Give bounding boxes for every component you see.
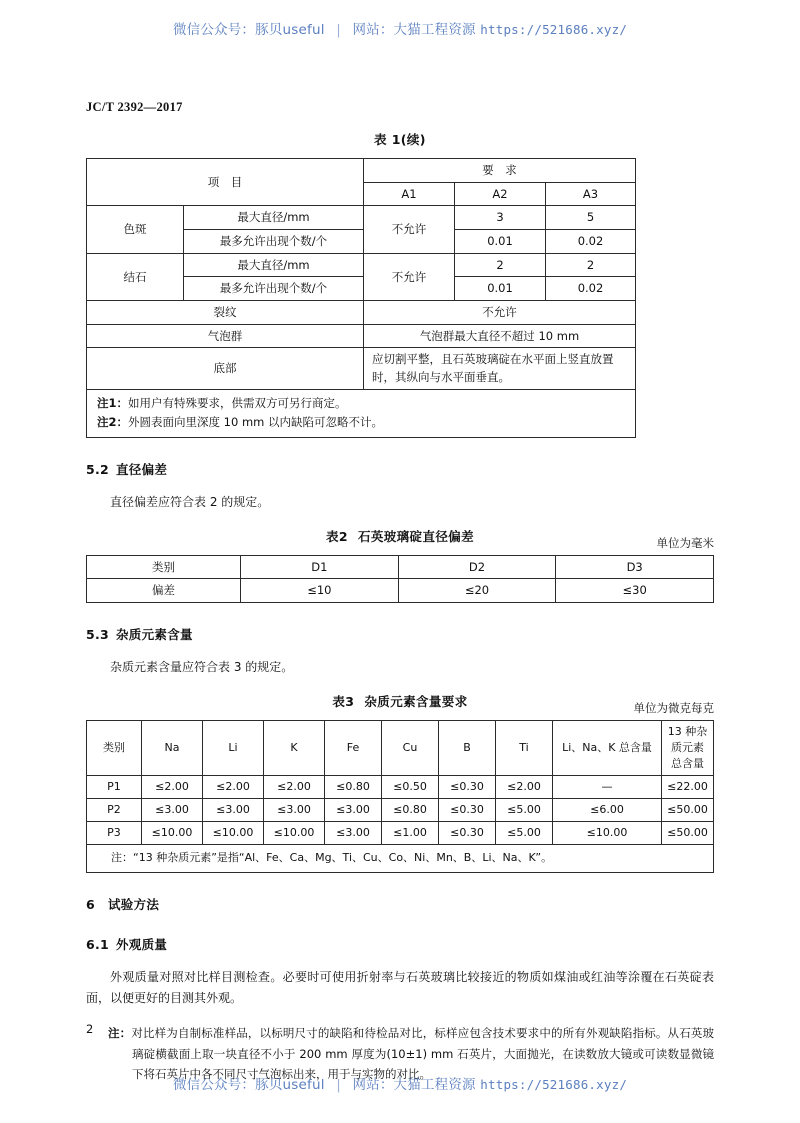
table1-note1-label: 注1：	[97, 395, 129, 410]
table1-group-seban: 色斑	[87, 206, 184, 253]
table1-item-liewen: 裂纹	[87, 301, 364, 325]
table3-title	[86, 692, 714, 710]
table3-p3-fe: ≤3.00	[325, 821, 382, 844]
watermark-top	[0, 18, 800, 38]
table2-title-number: 表2	[325, 528, 348, 544]
section-number-6: 6	[86, 896, 95, 912]
table3-p3-b: ≤0.30	[439, 821, 496, 844]
table3-col-k: K	[264, 721, 325, 776]
table3-p2-k: ≤3.00	[264, 798, 325, 821]
table1-notes	[87, 389, 636, 437]
table-row	[87, 775, 714, 798]
section-number-5-3: 5.3	[86, 627, 110, 643]
table1-sebana3-count: 0.02	[546, 230, 636, 254]
table1-note1	[97, 394, 627, 413]
table3-p3-linak: ≤10.00	[553, 821, 662, 844]
watermark-wechat: 微信公众号：豚贝useful	[172, 1077, 325, 1093]
table1-header-a3: A3	[546, 182, 636, 206]
table3-p2-linak: ≤6.00	[553, 798, 662, 821]
table1-sub-maxcount: 最多允许出现个数/个	[184, 277, 364, 301]
paragraph-5-2: 直径偏差应符合表 2 的规定。	[110, 494, 270, 509]
table-row	[87, 324, 636, 348]
table2-title	[86, 527, 714, 545]
table1-jieshia3-count: 0.02	[546, 277, 636, 301]
table-row	[87, 721, 714, 776]
table1-jieshia2-count: 0.01	[455, 277, 546, 301]
table1-sebana1: 不允许	[364, 206, 455, 253]
table3-col-cu: Cu	[382, 721, 439, 776]
section-title-6-1: 外观质量	[116, 936, 168, 952]
table2-value-d1: ≤10	[241, 579, 399, 603]
table3-p2-na: ≤3.00	[142, 798, 203, 821]
table-row	[87, 555, 714, 579]
table3-p3-k: ≤10.00	[264, 821, 325, 844]
section-title-5-2: 直径偏差	[116, 461, 168, 477]
table3-p1-k: ≤2.00	[264, 775, 325, 798]
table3-note: 注：“13 种杂质元素”是指“Al、Fe、Ca、Mg、Ti、Cu、Co、Ni、Mn、B、Li、Na、K”。	[87, 844, 714, 872]
table-row	[87, 206, 636, 230]
table3-p1-cu: ≤0.50	[382, 775, 439, 798]
watermark-site: 网站：大猫工程资源	[352, 22, 476, 38]
table-row	[87, 159, 636, 183]
table1-header-a2: A2	[455, 182, 546, 206]
section-heading-6	[86, 895, 714, 913]
watermark-site: 网站：大猫工程资源	[352, 1077, 476, 1093]
table1-sebana3-maxdia: 5	[546, 206, 636, 230]
table1-note2	[97, 413, 627, 432]
section-heading-5-3	[86, 625, 714, 643]
table3-p1-ti: ≤2.00	[496, 775, 553, 798]
table3-col-ti: Ti	[496, 721, 553, 776]
table-row	[87, 821, 714, 844]
table3-p2-total13: ≤50.00	[662, 798, 714, 821]
table1-header-a1: A1	[364, 182, 455, 206]
paragraph-5-3: 杂质元素含量应符合表 3 的规定。	[110, 660, 294, 675]
table1-note2-label: 注2：	[97, 414, 129, 429]
note-6-1-label: 注：	[108, 1025, 132, 1040]
table3-p1-total13: ≤22.00	[662, 775, 714, 798]
table1-sebana2-count: 0.01	[455, 230, 546, 254]
table3-p3-na: ≤10.00	[142, 821, 203, 844]
table-row	[87, 348, 636, 390]
table1-sub-maxdia: 最大直径/mm	[184, 253, 364, 277]
document-content	[86, 130, 714, 1085]
table1-jieshia2-maxdia: 2	[455, 253, 546, 277]
table3-p3-category: P3	[87, 821, 142, 844]
table3-p2-cu: ≤0.80	[382, 798, 439, 821]
table2-header-d1: D1	[241, 555, 399, 579]
table2-header-d3: D3	[556, 555, 714, 579]
paragraph-6-1: 外观质量对照对比样目测检查。必要时可使用折射率与石英玻璃比较接近的物质如煤油或红油等涂覆在石英碇表面，以便更好的目测其外观。	[86, 969, 714, 1005]
table3-col-b: B	[439, 721, 496, 776]
table3-col-category: 类别	[87, 721, 142, 776]
table3-p3-li: ≤10.00	[203, 821, 264, 844]
watermark-separator: |	[336, 1077, 341, 1093]
section-title-5-3: 杂质元素含量	[116, 627, 193, 643]
table3-p2-fe: ≤3.00	[325, 798, 382, 821]
table3-p2-ti: ≤5.00	[496, 798, 553, 821]
watermark-separator: |	[336, 22, 341, 38]
table1-item-dibu: 底部	[87, 348, 364, 390]
table1-group-jieshi: 结石	[87, 253, 184, 300]
table1-sub-maxcount: 最多允许出现个数/个	[184, 230, 364, 254]
section-number-6-1: 6.1	[86, 936, 110, 952]
section-heading-6-1	[86, 935, 714, 953]
table1-item-qipaoqun: 气泡群	[87, 324, 364, 348]
table3-p1-na: ≤2.00	[142, 775, 203, 798]
table1-header-item: 项 目	[87, 159, 364, 206]
table1-title: 表 1(续)	[374, 132, 426, 147]
table3-title-number: 表3	[332, 694, 355, 710]
table3-col-13-total: 13 种杂质元素总含量	[662, 721, 714, 776]
table3-col-na: Na	[142, 721, 203, 776]
table3-col-linak-total: Li、Na、K 总含量	[553, 721, 662, 776]
table1	[86, 158, 636, 438]
table2-row-label: 偏差	[87, 579, 241, 603]
table1-value-dibu: 应切割平整，且石英玻璃碇在水平面上竖直放置时，其纵向与水平面垂直。	[364, 348, 636, 390]
table3-p1-category: P1	[87, 775, 142, 798]
table-row	[87, 579, 714, 603]
table2-title-text: 石英玻璃碇直径偏差	[357, 528, 475, 544]
table2-value-d2: ≤20	[398, 579, 556, 603]
table1-jieshia3-maxdia: 2	[546, 253, 636, 277]
table1-value-qipaoqun: 气泡群最大直径不超过 10 mm	[364, 324, 636, 348]
table3-title-text: 杂质元素含量要求	[364, 694, 468, 710]
table-row	[87, 301, 636, 325]
table1-note2-text: 外圆表面向里深度 10 mm 以内缺陷可忽略不计。	[128, 414, 384, 429]
table3-p1-li: ≤2.00	[203, 775, 264, 798]
table-row	[87, 253, 636, 277]
section-heading-5-2	[86, 460, 714, 478]
watermark-wechat: 微信公众号：豚贝useful	[172, 22, 325, 38]
table1-sebana2-maxdia: 3	[455, 206, 546, 230]
section-number-5-2: 5.2	[86, 461, 110, 477]
table3-p3-cu: ≤1.00	[382, 821, 439, 844]
table3-col-fe: Fe	[325, 721, 382, 776]
table3-p1-linak: —	[553, 775, 662, 798]
table2-unit: 单位为毫米	[656, 535, 714, 550]
watermark-url: https://521686.xyz/	[480, 1077, 628, 1092]
table3-p2-category: P2	[87, 798, 142, 821]
table2-value-d3: ≤30	[556, 579, 714, 603]
table2-header-d2: D2	[398, 555, 556, 579]
table-row	[87, 389, 636, 437]
table1-jieshia1: 不允许	[364, 253, 455, 300]
table-row	[87, 798, 714, 821]
section-title-6: 试验方法	[108, 896, 160, 912]
table1-note1-text: 如用户有特殊要求，供需双方可另行商定。	[128, 395, 347, 410]
watermark-bottom	[0, 1073, 800, 1093]
table3-p2-b: ≤0.30	[439, 798, 496, 821]
table3	[86, 720, 714, 873]
table3-p2-li: ≤3.00	[203, 798, 264, 821]
table1-value-liewen: 不允许	[364, 301, 636, 325]
standard-number: JC/T 2392—2017	[86, 100, 183, 114]
table3-p1-fe: ≤0.80	[325, 775, 382, 798]
table2-header-category: 类别	[87, 555, 241, 579]
note-6-1-text: 对比样为自制标准样品，以标明尺寸的缺陷和待检品对比，标样应包含技术要求中的所有外观缺陷指标。从石英玻璃碇横截面上取一块直径不小于 200 mm 厚度为(10±1) mm 石英片，大面抛光，在读数放大镜或可读数显微镜下将石英片中各不同尺寸气泡标出来，用于与实物的对比。	[131, 1025, 715, 1082]
watermark-url: https://521686.xyz/	[480, 22, 628, 37]
table3-p3-ti: ≤5.00	[496, 821, 553, 844]
table3-p1-b: ≤0.30	[439, 775, 496, 798]
table1-header-requirement: 要 求	[364, 159, 636, 183]
table3-unit: 单位为微克每克	[633, 701, 714, 716]
table-row	[87, 844, 714, 872]
table1-sub-maxdia: 最大直径/mm	[184, 206, 364, 230]
table3-col-li: Li	[203, 721, 264, 776]
table3-p3-total13: ≤50.00	[662, 821, 714, 844]
table2	[86, 555, 714, 603]
page-number: 2	[86, 1022, 94, 1036]
